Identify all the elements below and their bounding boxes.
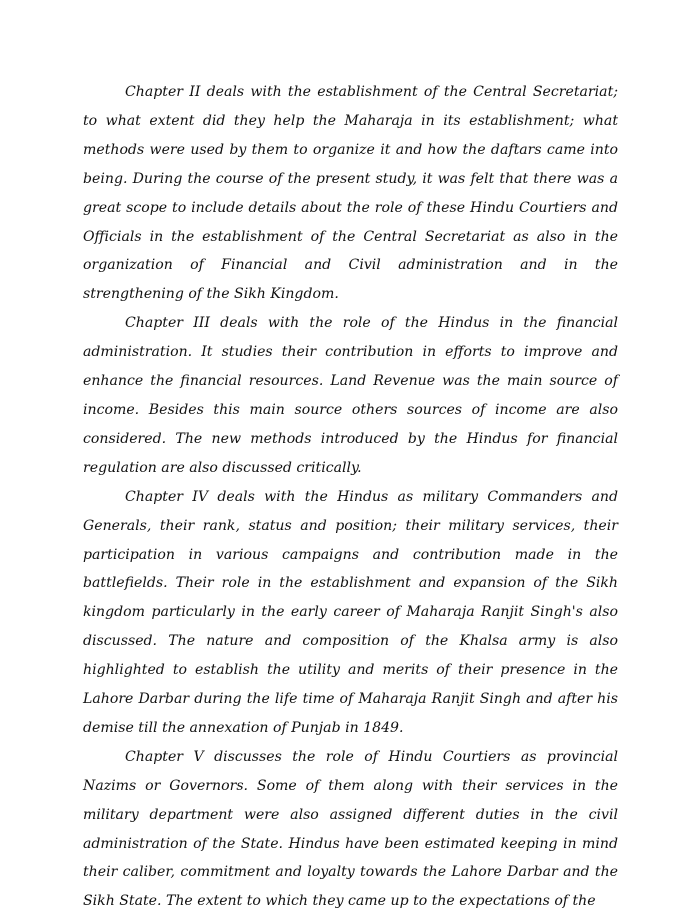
paragraph-chapter-iii: Chapter III deals with the role of the Hindus in the financial administration. It studies their contribution in efforts to improve and enhance the financial resources. Land Revenue was the main source of income. Besides this main source others sources of income are also considered. The new methods introduced by the Hindus for financial regulation are also discussed critically.	[83, 315, 618, 476]
paragraph-chapter-iv: Chapter IV deals with the Hindus as military Commanders and Generals, their rank, status and position; their military services, their participation in various campaigns and contribution made in the battlefields. Their role in the establishment and expansion of the Sikh kingdom particularly in the early career of Maharaja Ranjit Singh's also discussed. The nature and composition of the Khalsa army is also highlighted to establish the utility and merits of their presence in the Lahore Darbar during the life time of Maharaja Ranjit Singh and after his demise till the annexation of Punjab in 1849.	[83, 488, 618, 736]
paragraph-chapter-v: Chapter V discusses the role of Hindu Courtiers as provincial Nazims or Governors. Some of them along with their services in the military department were also assigned different duties in the civil administration of the State. Hindus have been estimated keeping in mind their caliber, commitment and loyalty towards the Lahore Darbar and the Sikh State. The extent to which they came up to the expectations of the	[83, 748, 618, 910]
document-page	[83, 78, 618, 916]
paragraph-chapter-ii: Chapter II deals with the establishment of the Central Secretariat; to what extent did they help the Maharaja in its establishment; what methods were used by them to organize it and how the daftars came into being. During the course of the present study, it was felt that there was a great scope to include details about the role of these Hindu Courtiers and Officials in the establishment of the Central Secretariat as also in the organization of Financial and Civil administration and in the strengthening of the Sikh Kingdom.	[83, 84, 618, 303]
